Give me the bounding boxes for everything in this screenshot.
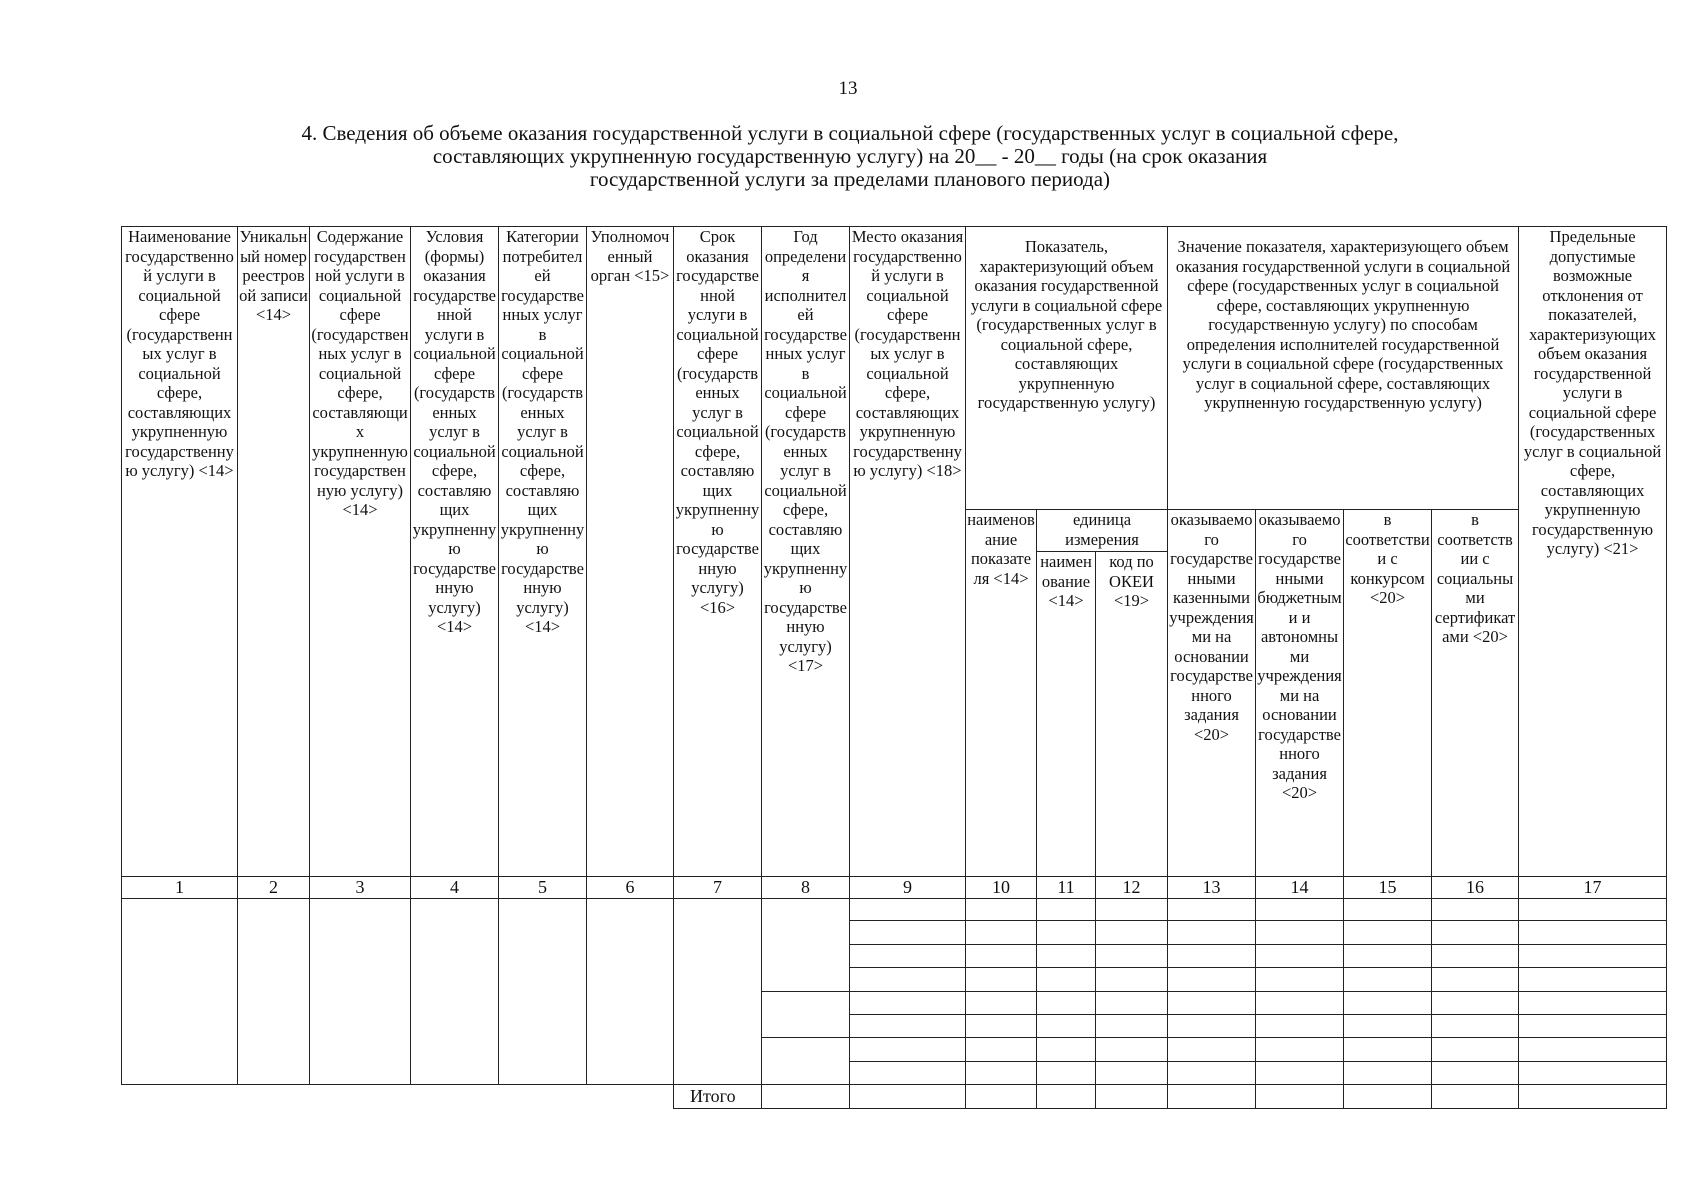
header-service-place: Место оказания государственной услуги в социальной сфере (государственных услуг в социальной сфере, составляющих укрупненную государственную услугу) <18>	[850, 227, 966, 877]
total-cell	[1096, 1085, 1168, 1109]
data-cell	[1096, 992, 1168, 1015]
data-cell	[1344, 968, 1432, 992]
data-cell	[1519, 1038, 1667, 1062]
data-cell	[1432, 968, 1519, 992]
data-cell	[1037, 992, 1096, 1015]
col-number-10: 10	[966, 877, 1037, 899]
data-cell	[850, 945, 966, 968]
data-cell	[966, 1062, 1037, 1085]
data-cell	[1344, 899, 1432, 921]
header-consumer-categories: Категории потребителей государственных услуг в социальной сфере (государственных услуг в социальной сфере, составляющих укрупненную государственную услугу) <14>	[499, 227, 587, 877]
col-number-12: 12	[1096, 877, 1168, 899]
total-cell	[1519, 1085, 1667, 1109]
data-cell	[1432, 992, 1519, 1015]
header-service-term: Срок оказания государственной услуги в социальной сфере (государственных услуг в социальной сфере, составляющих укрупненную государственную услугу) <16>	[674, 227, 762, 877]
data-cell	[1519, 921, 1667, 945]
data-cell	[1519, 968, 1667, 992]
total-cell	[1168, 1085, 1256, 1109]
data-cell	[1432, 921, 1519, 945]
data-cell	[966, 899, 1037, 921]
data-cell	[850, 992, 966, 1015]
header-unit-group: единица измерения	[1037, 510, 1168, 552]
data-cell	[1344, 921, 1432, 945]
data-cell	[1256, 968, 1344, 992]
data-cell	[1037, 968, 1096, 992]
data-cell	[1344, 1062, 1432, 1085]
data-cell	[1096, 899, 1168, 921]
data-cell	[1168, 921, 1256, 945]
data-cell	[850, 1062, 966, 1085]
total-label: Итого	[674, 1085, 762, 1109]
header-contest: в соответствии с конкурсом <20>	[1344, 510, 1432, 877]
col-number-4: 4	[411, 877, 499, 899]
col-number-6: 6	[587, 877, 674, 899]
data-cell	[966, 1015, 1037, 1038]
col-number-13: 13	[1168, 877, 1256, 899]
total-cell	[1344, 1085, 1432, 1109]
data-cell-c6	[587, 899, 674, 1085]
data-cell	[1256, 992, 1344, 1015]
col-number-15: 15	[1344, 877, 1432, 899]
data-cell	[1256, 1062, 1344, 1085]
data-cell	[1432, 1062, 1519, 1085]
header-authorized-body: Уполномоченный орган <15>	[587, 227, 674, 877]
total-cell	[1037, 1085, 1096, 1109]
total-cell	[1256, 1085, 1344, 1109]
header-allowed-deviations: Предельные допустимые возможные отклонения от показателей, характеризующих объем оказания государственной услуги в социальной сфере (государственных услуг в социальной сфере, составляющих укрупненную государственную услугу) <21>	[1519, 227, 1667, 877]
header-okei-code: код по ОКЕИ <19>	[1096, 552, 1168, 877]
data-cell-c5	[499, 899, 587, 1085]
data-cell	[1096, 921, 1168, 945]
data-cell-c8-group-2	[762, 992, 850, 1038]
col-number-17: 17	[1519, 877, 1667, 899]
data-cell	[1037, 899, 1096, 921]
data-cell	[1096, 968, 1168, 992]
data-cell	[966, 968, 1037, 992]
data-cell	[1096, 1038, 1168, 1062]
total-cell	[966, 1085, 1037, 1109]
data-cell	[1256, 945, 1344, 968]
col-number-3: 3	[310, 877, 411, 899]
data-cell	[850, 899, 966, 921]
header-budgetary: оказываемого государственными бюджетными и автономными учреждениями на основании государственного задания <20>	[1256, 510, 1344, 877]
data-cell	[966, 1038, 1037, 1062]
volume-table	[121, 226, 1667, 1109]
data-cell	[966, 992, 1037, 1015]
data-cell-c4	[411, 899, 499, 1085]
data-cell	[1256, 921, 1344, 945]
data-cell	[850, 968, 966, 992]
col-number-5: 5	[499, 877, 587, 899]
data-cell	[1096, 945, 1168, 968]
data-cell	[1344, 992, 1432, 1015]
data-cell	[1096, 1015, 1168, 1038]
data-cell	[1519, 992, 1667, 1015]
data-cell	[1168, 992, 1256, 1015]
col-number-14: 14	[1256, 877, 1344, 899]
data-cell-c8-group-1	[762, 899, 850, 992]
blank-area	[122, 1085, 674, 1109]
data-cell	[1519, 1015, 1667, 1038]
data-cell	[1256, 1038, 1344, 1062]
total-cell	[850, 1085, 966, 1109]
data-cell	[1432, 945, 1519, 968]
header-kazennye: оказываемого государственными казенными учреждениями на основании государственного задания <20>	[1168, 510, 1256, 877]
data-cell	[850, 1038, 966, 1062]
data-cell	[1344, 945, 1432, 968]
header-executor-year: Год определения исполнителей государственных услуг в социальной сфере (государственных услуг в социальной сфере, составляющих укрупненную государственную услугу) <17>	[762, 227, 850, 877]
data-cell	[1256, 899, 1344, 921]
data-cell	[1168, 1062, 1256, 1085]
col-number-7: 7	[674, 877, 762, 899]
page-number: 13	[838, 78, 858, 99]
data-cell	[850, 921, 966, 945]
data-cell	[966, 921, 1037, 945]
col-number-8: 8	[762, 877, 850, 899]
total-cell	[1432, 1085, 1519, 1109]
data-cell	[1256, 1015, 1344, 1038]
data-cell	[1168, 968, 1256, 992]
data-cell-c1	[122, 899, 238, 1085]
heading-line-2: составляющих укрупненную государственную услугу) на 20__ - 20__ годы (на срок оказания	[432, 144, 1268, 168]
data-cell	[1037, 945, 1096, 968]
header-unit-name: наименование <14>	[1037, 552, 1096, 877]
total-cell	[762, 1085, 850, 1109]
data-cell	[1519, 899, 1667, 921]
heading-line-3: государственной услуги за пределами планового периода)	[589, 167, 1111, 191]
section-heading	[150, 122, 1550, 191]
col-number-2: 2	[238, 877, 310, 899]
col-number-1: 1	[122, 877, 238, 899]
data-cell	[1344, 1015, 1432, 1038]
col-number-11: 11	[1037, 877, 1096, 899]
data-cell	[1432, 899, 1519, 921]
data-cell	[1037, 1062, 1096, 1085]
header-registry-number: Уникальный номер реестровой записи <14>	[238, 227, 310, 877]
data-cell	[1344, 1038, 1432, 1062]
header-certificates: в соответствии с социальными сертификатами <20>	[1432, 510, 1519, 877]
data-cell-c2	[238, 899, 310, 1085]
header-value-group: Значение показателя, характеризующего объем оказания государственной услуги в социальной сфере (государственных услуг в социальной сфере, составляющих укрупненную государственную услугу) по способам определения исполнителей государственной услуги в социальной сфере (государственных услуг в социальной сфере, составляющих укрупненную государственную услугу)	[1168, 227, 1519, 510]
data-cell	[1168, 1015, 1256, 1038]
data-cell	[966, 945, 1037, 968]
data-cell	[1432, 1015, 1519, 1038]
data-cell	[1168, 899, 1256, 921]
data-cell	[1168, 945, 1256, 968]
data-cell	[1519, 1062, 1667, 1085]
data-cell-c3	[310, 899, 411, 1085]
data-cell	[1168, 1038, 1256, 1062]
header-service-name: Наименование государственной услуги в социальной сфере (государственных услуг в социальной сфере, составляющих укрупненную государственную услугу) <14>	[122, 227, 238, 877]
data-cell	[850, 1015, 966, 1038]
col-number-16: 16	[1432, 877, 1519, 899]
data-cell	[1037, 1038, 1096, 1062]
data-cell-c8-group-3	[762, 1038, 850, 1085]
data-cell	[1432, 1038, 1519, 1062]
heading-line-1: 4. Сведения об объеме оказания государственной услуги в социальной сфере (государственных услуг в социальной сфере,	[301, 121, 1399, 145]
data-cell	[1519, 945, 1667, 968]
data-cell	[1037, 921, 1096, 945]
data-cell	[1037, 1015, 1096, 1038]
data-cell-c7	[674, 899, 762, 1085]
col-number-9: 9	[850, 877, 966, 899]
header-indicator-group: Показатель, характеризующий объем оказания государственной услуги в социальной сфере (государственных услуг в социальной сфере, составляющих укрупненную государственную услугу)	[966, 227, 1168, 510]
data-cell	[1096, 1062, 1168, 1085]
header-service-conditions: Условия (формы) оказания государственной услуги в социальной сфере (государственных услуг в социальной сфере, составляющих укрупненную государственную услугу) <14>	[411, 227, 499, 877]
header-service-content: Содержание государственной услуги в социальной сфере (государственных услуг в социальной сфере, составляющих укрупненную государственную услугу) <14>	[310, 227, 411, 877]
header-indicator-name: наименование показателя <14>	[966, 510, 1037, 877]
